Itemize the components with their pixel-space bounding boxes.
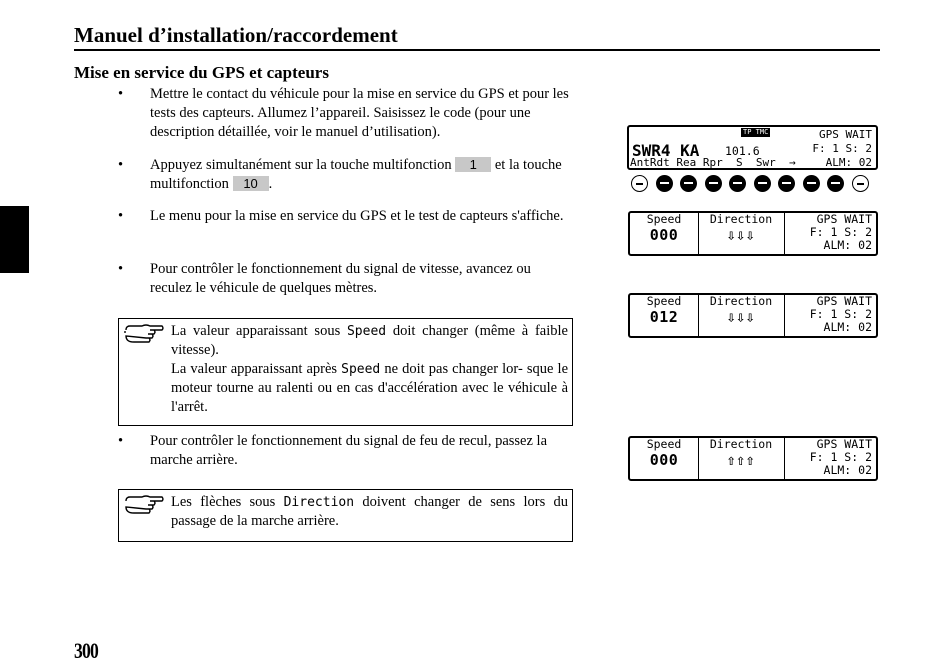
gps-status: GPS WAIT	[816, 212, 872, 226]
speed-value: 000	[649, 451, 679, 469]
speed-label: Speed	[646, 294, 682, 308]
bullet-text	[150, 156, 570, 194]
page-header	[74, 22, 880, 51]
alm-readout: ALM: 02	[823, 238, 872, 252]
sensor-test-display	[628, 211, 878, 256]
bullet-dot: •	[118, 86, 124, 102]
direction-arrows-icon: ⇩⇩⇩	[726, 308, 756, 326]
speed-value: 012	[649, 308, 679, 326]
bullet-text: Le menu pour la mise en service du GPS et le test de capteurs s'affiche.	[150, 208, 564, 224]
direction-column	[698, 438, 785, 479]
direction-column	[698, 213, 785, 254]
softkey-button-row	[631, 175, 871, 193]
gps-column	[784, 213, 872, 254]
sensor-test-display	[628, 293, 878, 338]
softkey-button[interactable]	[827, 175, 844, 192]
bullet-item	[118, 156, 570, 194]
speed-column	[630, 213, 699, 254]
bullet-text: Pour contrôler le fonctionnement du signal de feu de recul, passez la marche arrière.	[150, 433, 548, 468]
multifunction-key-10: 10	[233, 176, 269, 191]
gps-status: GPS WAIT	[819, 128, 872, 141]
alm-readout: ALM: 02	[823, 320, 872, 334]
bullet-text: Mettre le contact du véhicule pour la mise en service du GPS et pour les tests des capteurs. Allumez l’appareil. Saisissez le code (pour une description détaillée, voir le manuel d’utilisation).	[150, 86, 569, 140]
softkey-button[interactable]	[803, 175, 820, 192]
speed-value: 000	[649, 226, 679, 244]
speed-column	[630, 438, 699, 479]
softkey-minus-button[interactable]	[631, 175, 648, 192]
alm-readout: ALM: 02	[823, 463, 872, 477]
gps-column	[784, 295, 872, 336]
speed-column	[630, 295, 699, 336]
fs-readout: F: 1 S: 2	[809, 307, 872, 321]
softkey-button[interactable]	[778, 175, 795, 192]
frequency: 101.6	[725, 144, 760, 158]
bullet-text-part: Appuyez simultanément sur la touche multifonction	[150, 157, 456, 173]
direction-label: Direction	[709, 294, 773, 308]
bullet-text-part: .	[268, 176, 273, 192]
direction-label: Direction	[709, 212, 773, 226]
softkey-minus-button[interactable]	[852, 175, 869, 192]
softkey-button[interactable]	[705, 175, 722, 192]
fs-readout: F: 1 S: 2	[809, 225, 872, 239]
speed-code: Speed	[346, 324, 387, 339]
pointing-hand-icon	[124, 493, 164, 515]
gps-status: GPS WAIT	[816, 437, 872, 451]
bullet-dot: •	[118, 261, 124, 277]
bullet-item	[118, 85, 570, 142]
station-name: SWR4 KA	[632, 141, 700, 160]
softkey-button[interactable]	[729, 175, 746, 192]
chapter-tab-marker	[0, 206, 29, 273]
direction-column	[698, 295, 785, 336]
page-title: Manuel d’installation/raccordement	[74, 23, 398, 47]
radio-display	[627, 125, 878, 170]
speed-label: Speed	[646, 212, 682, 226]
gps-status: GPS WAIT	[816, 294, 872, 308]
pointing-hand-icon	[124, 322, 164, 344]
direction-label: Direction	[709, 437, 773, 451]
note-text-part: La valeur apparaissant sous	[171, 323, 347, 339]
bullet-text: Pour contrôler le fonctionnement du signal de vitesse, avancez ou reculez le véhicule de quelques mètres.	[150, 261, 531, 296]
section-title: Mise en service du GPS et capteurs	[74, 63, 329, 82]
bullet-item	[118, 260, 570, 298]
bullet-text-part: et la touche multifonction	[150, 157, 562, 192]
note-text	[171, 319, 568, 421]
direction-arrows-icon: ⇩⇩⇩	[726, 226, 756, 244]
note-text-part: doit changer (même à faible vitesse).	[171, 323, 568, 358]
bullet-dot: •	[118, 433, 124, 449]
tp-tmc-badge: TP TMC	[743, 128, 769, 136]
note-text-part: doivent changer de sens lors du passage de la marche arrière.	[171, 494, 568, 529]
page-number: 300	[74, 638, 98, 663]
fs-readout: F: 1 S: 2	[809, 450, 872, 464]
softkey-button[interactable]	[680, 175, 697, 192]
softkey-button[interactable]	[754, 175, 771, 192]
fs-readout: F: 1 S: 2	[812, 142, 872, 155]
bullet-dot: •	[118, 208, 124, 224]
speed-label: Speed	[646, 437, 682, 451]
direction-code: Direction	[283, 495, 355, 510]
softkey-button[interactable]	[656, 175, 673, 192]
note-text-part: Les flèches sous	[171, 494, 284, 510]
multifunction-key-1: 1	[455, 157, 491, 172]
direction-arrows-icon: ⇧⇧⇧	[726, 451, 756, 469]
bullet-item	[118, 432, 570, 470]
sensor-test-display	[628, 436, 878, 481]
note-text-part: La valeur apparaissant après	[171, 361, 342, 377]
bullet-item	[118, 207, 570, 226]
speed-code: Speed	[341, 362, 381, 377]
alm-readout: ALM: 02	[825, 156, 872, 169]
gps-column	[784, 438, 872, 479]
note-box	[118, 318, 573, 426]
note-text-part: ne doit pas changer lor- sque le moteur tourne au ralenti ou en cas d'accélération avec le véhicule à l'arrêt.	[171, 361, 568, 415]
note-text	[171, 490, 568, 535]
bullet-dot: •	[118, 157, 124, 173]
note-box	[118, 489, 573, 542]
softkey-labels: AntRdt Rea Rpr S Swr →	[630, 156, 796, 169]
